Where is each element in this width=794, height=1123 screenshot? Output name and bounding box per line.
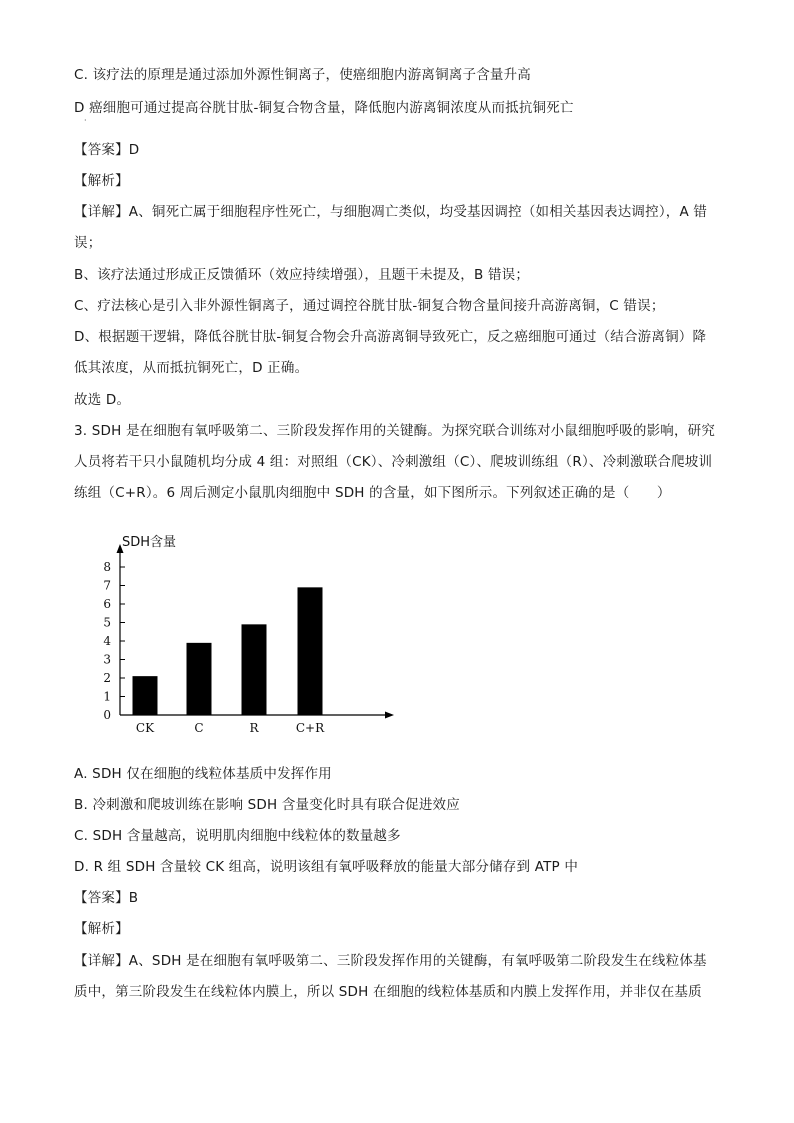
x-category-label: CK	[135, 721, 155, 735]
y-tick-label: 3	[103, 652, 111, 667]
answer-label-2: 【答案】B	[74, 890, 139, 906]
sdh-bar-chart	[96, 528, 406, 743]
detail-1-line-6: 低其浓度，从而抵抗铜死亡，D 正确。	[74, 360, 309, 376]
detail-1-line-1: 【详解】A、铜死亡属于细胞程序性死亡，与细胞凋亡类似，均受基因调控（如相关基因表达调控），A 错	[74, 204, 708, 220]
y-tick-label: 8	[103, 560, 111, 574]
x-axis-arrow	[385, 712, 394, 719]
y-tick-label: 5	[103, 615, 111, 630]
x-category-label: C	[194, 721, 204, 735]
y-tick-label: 0	[103, 708, 111, 722]
y-tick-label: 1	[103, 689, 111, 704]
question-3-line-1: 3. SDH 是在细胞有氧呼吸第二、三阶段发挥作用的关键酶。为探究联合训练对小鼠细胞呼吸的影响，研究	[74, 423, 716, 439]
stray-dot: ·	[84, 116, 87, 125]
y-axis-label: SDH含量	[122, 535, 177, 550]
y-tick-label: 7	[103, 578, 111, 593]
option-d-prev: D 癌细胞可通过提高谷胱甘肽-铜复合物含量，降低胞内游离铜浓度从而抵抗铜死亡	[74, 100, 574, 116]
detail-1-line-4: C、疗法核心是引入非外源性铜离子，通过调控谷胱甘肽-铜复合物含量间接升高游离铜，C 错误；	[74, 298, 665, 314]
bar-c	[187, 643, 212, 715]
analysis-label-1: 【解析】	[74, 173, 129, 189]
bar-cplusr	[298, 587, 323, 715]
detail-1-line-3: B、该疗法通过形成正反馈循环（效应持续增强），且题干未提及，B 错误；	[74, 267, 530, 283]
detail-2-line-1: 【详解】A、SDH 是在细胞有氧呼吸第二、三阶段发挥作用的关键酶，有氧呼吸第二阶段发生在线粒体基	[74, 953, 707, 969]
detail-1-line-2: 误；	[74, 235, 102, 251]
y-tick-label: 2	[103, 671, 111, 685]
option-a: A. SDH 仅在细胞的线粒体基质中发挥作用	[74, 766, 332, 782]
analysis-label-2: 【解析】	[74, 921, 129, 937]
y-tick-label: 6	[103, 597, 111, 611]
bar-ck	[133, 676, 158, 715]
bar-r	[242, 624, 267, 715]
answer-label-1: 【答案】D	[74, 142, 140, 158]
detail-1-line-5: D、根据题干逻辑，降低谷胱甘肽-铜复合物会升高游离铜导致死亡，反之癌细胞可通过（结合游离铜）降	[74, 329, 707, 345]
conclusion-1: 故选 D。	[74, 392, 131, 408]
option-d: D. R 组 SDH 含量较 CK 组高，说明该组有氧呼吸释放的能量大部分储存到 ATP 中	[74, 859, 579, 875]
option-c: C. SDH 含量越高，说明肌肉细胞中线粒体的数量越多	[74, 828, 401, 844]
option-c-prev: C. 该疗法的原理是通过添加外源性铜离子，使癌细胞内游离铜离子含量升高	[74, 67, 532, 83]
question-3-line-3: 练组（C+R）。6 周后测定小鼠肌肉细胞中 SDH 的含量，如下图所示。下列叙述正确的是（ ）	[74, 485, 671, 501]
detail-2-line-2: 质中，第三阶段发生在线粒体内膜上，所以 SDH 在细胞的线粒体基质和内膜上发挥作用，并非仅在基质	[74, 984, 702, 1000]
option-b: B. 冷刺激和爬坡训练在影响 SDH 含量变化时具有联合促进效应	[74, 797, 460, 813]
y-tick-label: 4	[103, 634, 111, 648]
x-category-label: R	[249, 721, 259, 735]
question-3-line-2: 人员将若干只小鼠随机均分成 4 组：对照组（CK）、冷刺激组（C）、爬坡训练组（R）、冷刺激联合爬坡训	[74, 454, 713, 470]
x-category-label: C+R	[295, 721, 325, 735]
